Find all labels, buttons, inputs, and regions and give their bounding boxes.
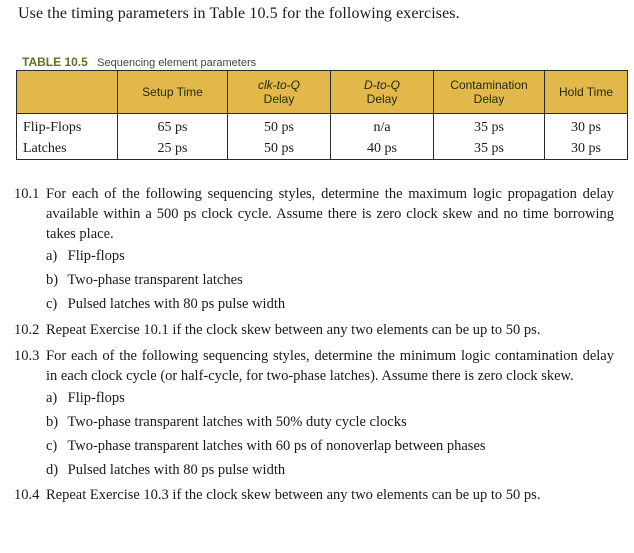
table-cell: 65 ps <box>118 114 228 139</box>
table-cell: 50 ps <box>228 114 331 139</box>
table-label: TABLE 10.5 <box>22 55 88 69</box>
table-cell: 35 ps <box>434 114 545 139</box>
exercise-list <box>14 184 614 508</box>
table-row <box>17 114 628 139</box>
timing-parameters-table <box>16 70 628 160</box>
table-header-row <box>17 71 628 114</box>
list-item: d) Pulsed latches with 80 ps pulse width <box>46 462 286 478</box>
table-cell: 35 ps <box>434 138 545 160</box>
exercise-number: 10.4 <box>14 487 40 503</box>
list-item: c) Pulsed latches with 80 ps pulse width <box>46 296 286 312</box>
exercise-text: For each of the following sequencing styles, determine the maximum logic propagation delay available within a 500 ps clock cycle. Assume there is zero clock skew and no time borrowing takes place. <box>46 186 614 242</box>
exercise-10-4 <box>14 485 614 505</box>
table-cell: 40 ps <box>331 138 434 160</box>
list-item: c) Two-phase transparent latches with 60 ps of nonoverlap between phases <box>46 438 486 454</box>
header-setup-time: Setup Time <box>118 71 228 114</box>
table-cell: 30 ps <box>545 138 628 160</box>
exercise-number: 10.2 <box>14 322 40 338</box>
table-row <box>17 138 628 160</box>
exercise-number: 10.1 <box>14 186 40 202</box>
intro-text: Use the timing parameters in Table 10.5 for the following exercises. <box>18 5 460 22</box>
exercise-number: 10.3 <box>14 348 40 364</box>
table-cell: 50 ps <box>228 138 331 160</box>
table-cell: 30 ps <box>545 114 628 139</box>
table-caption <box>22 55 256 69</box>
list-item: a) Flip-flops <box>46 248 125 264</box>
exercise-10-2 <box>14 320 614 340</box>
table-title: Sequencing element parameters <box>97 57 257 69</box>
header-corner <box>17 71 118 114</box>
table-cell: 25 ps <box>118 138 228 160</box>
exercise-text: For each of the following sequencing styles, determine the minimum logic contamination delay in each clock cycle (or half-cycle, for two-phase latches). Assume there is zero clock skew. <box>46 348 614 384</box>
row-label: Flip-Flops <box>17 114 118 139</box>
exercise-10-1 <box>14 184 614 316</box>
exercise-10-3 <box>14 346 614 482</box>
header-d-to-q: D-to-Q Delay <box>331 71 434 114</box>
list-item: b) Two-phase transparent latches with 50% duty cycle clocks <box>46 414 407 430</box>
list-item: b) Two-phase transparent latches <box>46 272 243 288</box>
exercise-text: Repeat Exercise 10.1 if the clock skew between any two elements can be up to 50 ps. <box>46 322 541 338</box>
row-label: Latches <box>17 138 118 160</box>
header-clk-to-q: clk-to-Q Delay <box>228 71 331 114</box>
header-contamination-delay: Contamination Delay <box>434 71 545 114</box>
list-item: a) Flip-flops <box>46 390 125 406</box>
header-hold-time: Hold Time <box>545 71 628 114</box>
table-cell: n/a <box>331 114 434 139</box>
exercise-text: Repeat Exercise 10.3 if the clock skew between any two elements can be up to 50 ps. <box>46 487 541 503</box>
